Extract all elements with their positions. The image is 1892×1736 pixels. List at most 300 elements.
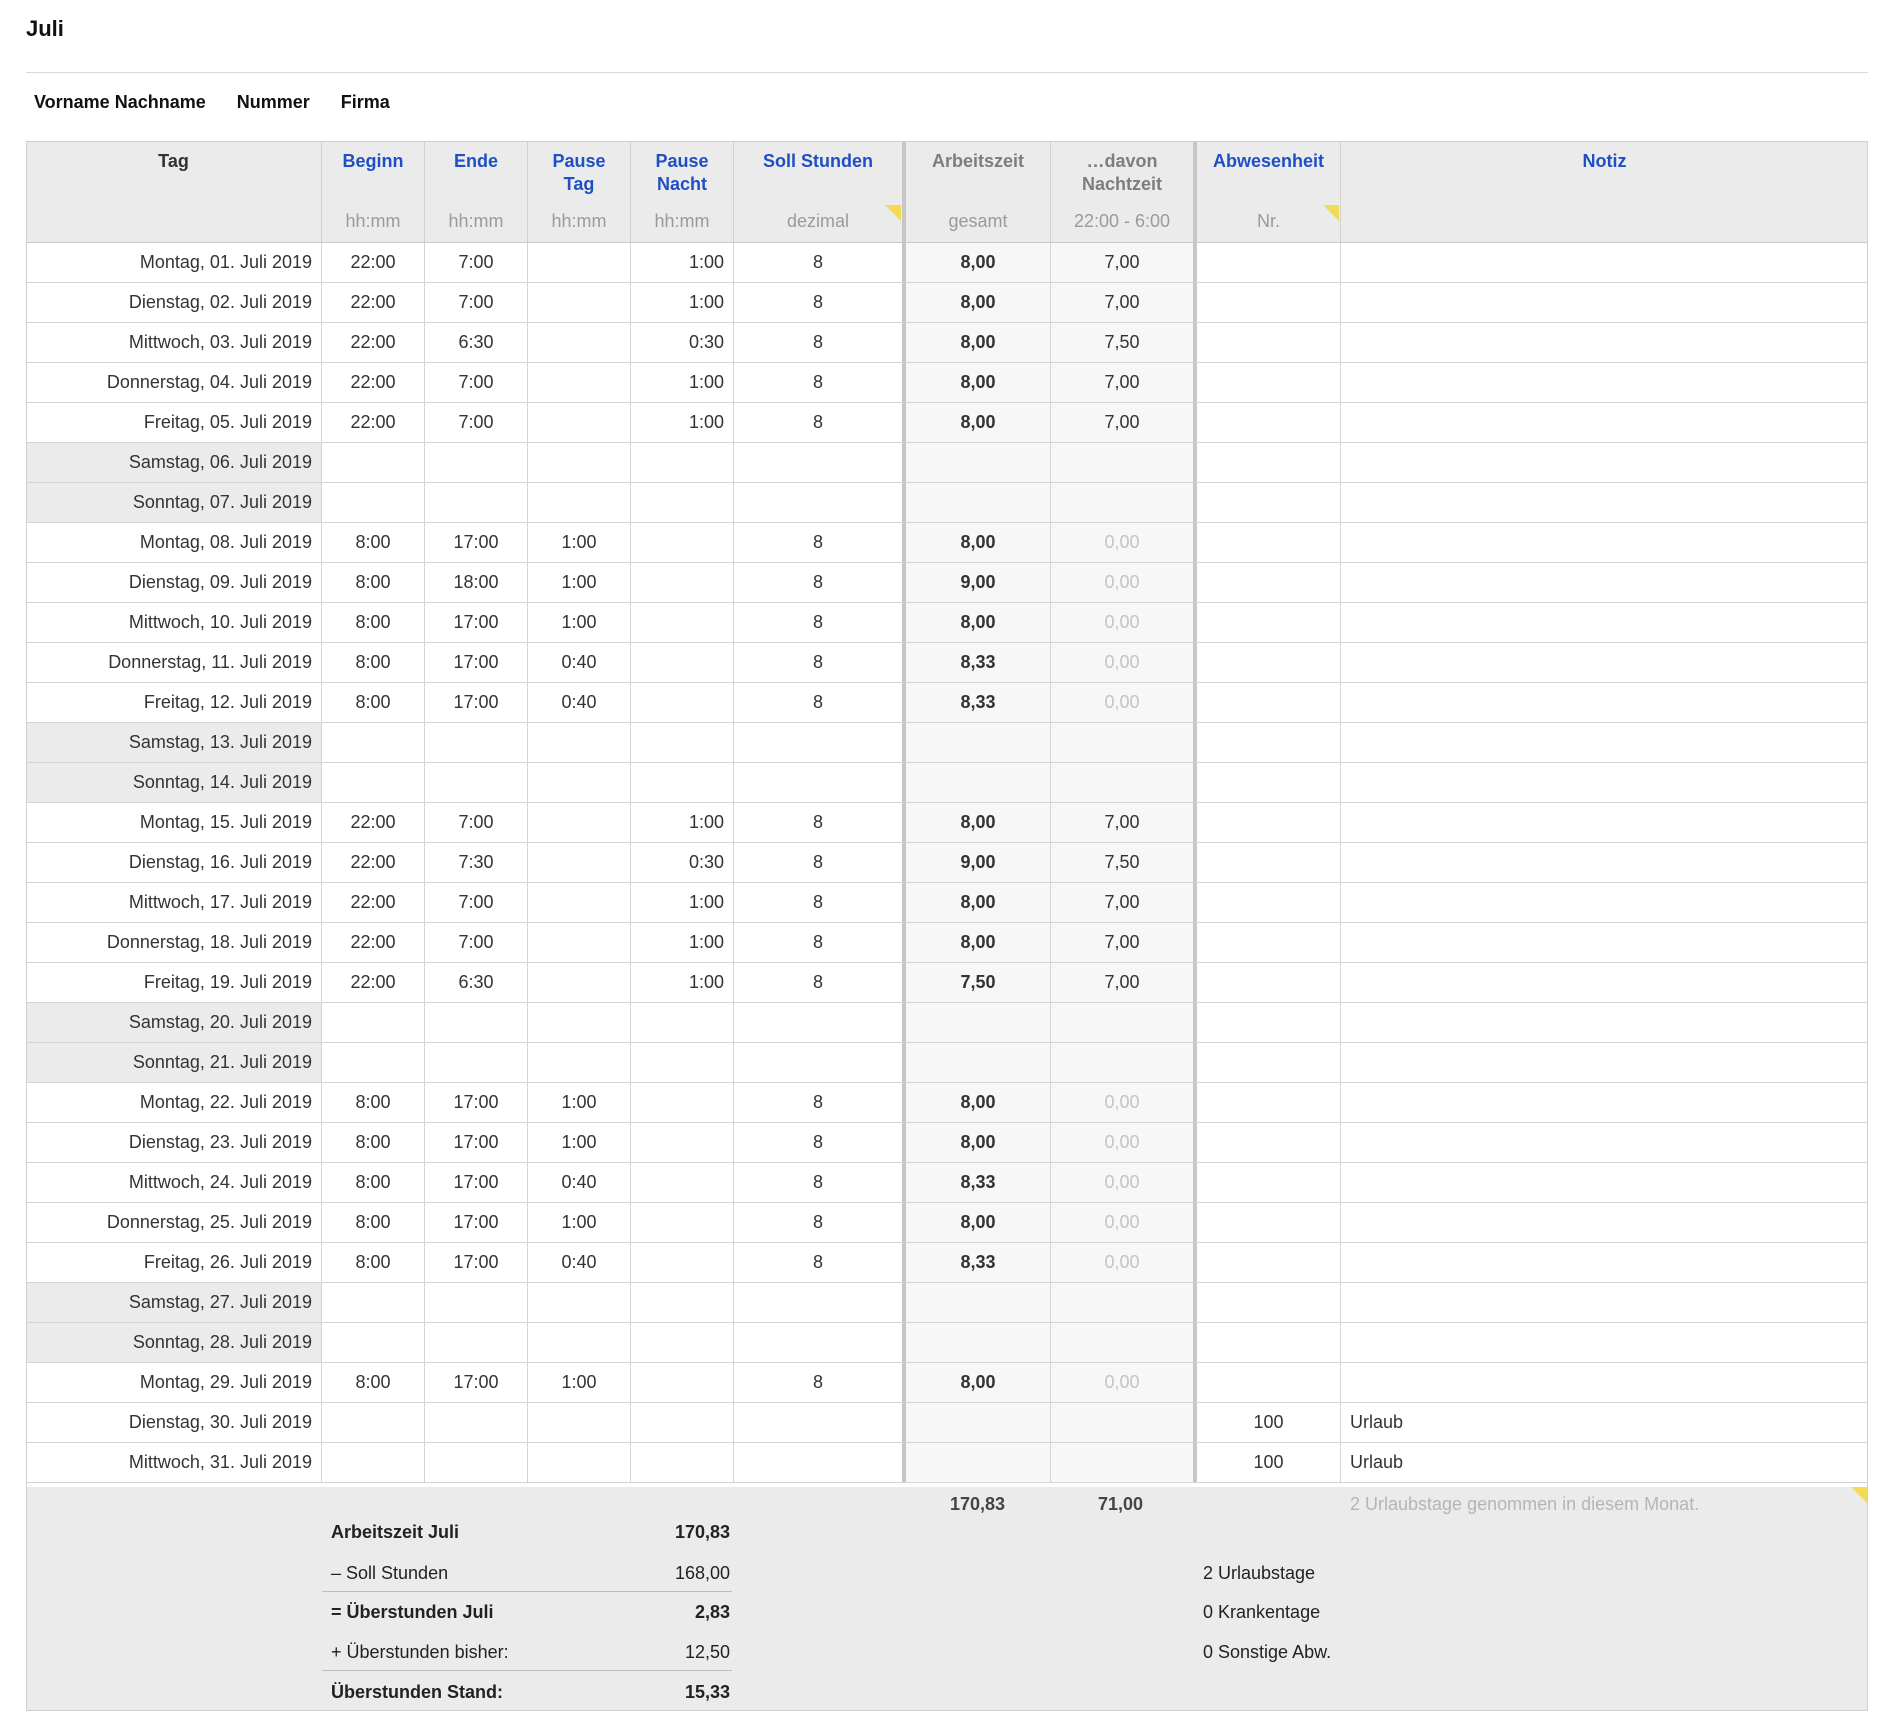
cell-target-hours[interactable]: [734, 1043, 906, 1082]
cell-absence[interactable]: [1197, 1363, 1341, 1402]
cell-pause-day[interactable]: [528, 923, 631, 962]
cell-target-hours[interactable]: 8: [734, 963, 906, 1002]
cell-begin[interactable]: 8:00: [322, 1203, 425, 1242]
cell-end[interactable]: 17:00: [425, 603, 528, 642]
previous-overtime-label: + Überstunden bisher:: [331, 1642, 509, 1662]
cell-end[interactable]: [425, 1043, 528, 1082]
overtime-value: 2,83: [694, 1602, 730, 1622]
cell-begin[interactable]: [322, 1043, 425, 1082]
cell-night-hours: [1051, 443, 1197, 482]
cell-day: Montag, 15. Juli 2019: [26, 803, 322, 842]
cell-note[interactable]: [1341, 603, 1868, 642]
table-row: [26, 443, 1868, 483]
cell-pause-night[interactable]: 1:00: [631, 963, 734, 1002]
cell-pause-night[interactable]: [631, 1203, 734, 1242]
cell-begin[interactable]: 22:00: [322, 803, 425, 842]
cell-note[interactable]: [1341, 683, 1868, 722]
cell-absence[interactable]: [1197, 323, 1341, 362]
cell-day: Mittwoch, 17. Juli 2019: [26, 883, 322, 922]
cell-begin[interactable]: [322, 483, 425, 522]
total-hours: 170,83: [950, 1494, 1006, 1514]
cell-absence[interactable]: [1197, 403, 1341, 442]
cell-pause-day[interactable]: [528, 843, 631, 882]
cell-pause-night[interactable]: [631, 1043, 734, 1082]
employee-name: Vorname Nachname: [34, 92, 206, 112]
cell-day: Dienstag, 09. Juli 2019: [26, 563, 322, 602]
cell-absence[interactable]: [1197, 1323, 1341, 1362]
comment-flag-icon[interactable]: [1323, 205, 1339, 221]
cell-target-hours[interactable]: 8: [734, 1363, 906, 1402]
cell-pause-day[interactable]: [528, 763, 631, 802]
cell-pause-day[interactable]: [528, 483, 631, 522]
cell-note[interactable]: [1341, 1043, 1868, 1082]
cell-pause-day[interactable]: [528, 363, 631, 402]
cell-begin[interactable]: [322, 1323, 425, 1362]
cell-absence[interactable]: [1197, 483, 1341, 522]
cell-pause-night[interactable]: [631, 563, 734, 602]
cell-absence[interactable]: [1197, 803, 1341, 842]
cell-pause-day[interactable]: 1:00: [528, 1203, 631, 1242]
cell-target-hours[interactable]: 8: [734, 1123, 906, 1162]
cell-begin[interactable]: [322, 763, 425, 802]
cell-pause-day[interactable]: 1:00: [528, 563, 631, 602]
table-row: [26, 643, 1868, 683]
cell-begin[interactable]: 22:00: [322, 283, 425, 322]
cell-begin[interactable]: 8:00: [322, 683, 425, 722]
cell-absence[interactable]: [1197, 603, 1341, 642]
cell-absence[interactable]: [1197, 1283, 1341, 1322]
cell-end[interactable]: 18:00: [425, 563, 528, 602]
cell-note[interactable]: [1341, 923, 1868, 962]
cell-note[interactable]: Urlaub: [1350, 1452, 1404, 1472]
cell-begin[interactable]: 8:00: [322, 603, 425, 642]
cell-pause-day[interactable]: 1:00: [528, 1083, 631, 1122]
cell-absence[interactable]: [1197, 243, 1341, 282]
cell-begin[interactable]: 22:00: [322, 963, 425, 1002]
cell-target-hours[interactable]: [734, 1283, 906, 1322]
cell-absence[interactable]: [1197, 643, 1341, 682]
cell-end[interactable]: [425, 1323, 528, 1362]
cell-pause-day[interactable]: [528, 403, 631, 442]
cell-note[interactable]: [1341, 883, 1868, 922]
table-header: [26, 141, 1868, 243]
table-row: [26, 1003, 1868, 1043]
cell-day: Montag, 29. Juli 2019: [26, 1363, 322, 1402]
cell-total-hours: [906, 1443, 1051, 1482]
cell-day: Mittwoch, 03. Juli 2019: [26, 323, 322, 362]
cell-pause-night[interactable]: [631, 643, 734, 682]
cell-night-hours: 0,00: [1051, 1243, 1197, 1282]
cell-pause-night[interactable]: [631, 483, 734, 522]
cell-pause-night[interactable]: [631, 443, 734, 482]
cell-note[interactable]: [1341, 1323, 1868, 1362]
cell-begin[interactable]: [322, 1003, 425, 1042]
employee-number: Nummer: [236, 92, 310, 112]
cell-pause-night[interactable]: [631, 723, 734, 762]
cell-begin[interactable]: 22:00: [322, 323, 425, 362]
cell-note[interactable]: [1341, 1243, 1868, 1282]
cell-total-hours: 8,00: [906, 403, 1051, 442]
previous-overtime-value: 12,50: [684, 1642, 730, 1662]
cell-target-hours[interactable]: 8: [734, 243, 906, 282]
cell-day: Samstag, 13. Juli 2019: [26, 723, 322, 762]
cell-target-hours[interactable]: 8: [734, 1083, 906, 1122]
cell-end[interactable]: [425, 483, 528, 522]
table-row: [26, 683, 1868, 723]
cell-end[interactable]: 17:00: [425, 1163, 528, 1202]
cell-pause-day[interactable]: [528, 803, 631, 842]
cell-pause-night[interactable]: 1:00: [631, 363, 734, 402]
cell-pause-night[interactable]: [631, 1163, 734, 1202]
cell-note[interactable]: [1341, 363, 1868, 402]
cell-pause-night[interactable]: 1:00: [631, 883, 734, 922]
cell-end[interactable]: 17:00: [425, 1363, 528, 1402]
header-soll-stunden[interactable]: Soll Stunden dezimal: [734, 141, 906, 242]
cell-day: Donnerstag, 25. Juli 2019: [26, 1203, 322, 1242]
cell-absence[interactable]: [1197, 363, 1341, 402]
cell-pause-night[interactable]: 0:30: [631, 323, 734, 362]
cell-end[interactable]: [425, 1003, 528, 1042]
cell-note[interactable]: [1341, 283, 1868, 322]
cell-night-hours: 7,00: [1051, 883, 1197, 922]
cell-note[interactable]: [1341, 563, 1868, 602]
table-row: [26, 283, 1868, 323]
cell-night-hours: 7,00: [1051, 923, 1197, 962]
cell-pause-day[interactable]: [528, 323, 631, 362]
cell-note[interactable]: [1341, 443, 1868, 482]
cell-pause-night[interactable]: [631, 1083, 734, 1122]
cell-night-hours: [1051, 1043, 1197, 1082]
cell-pause-night[interactable]: [631, 1403, 734, 1442]
cell-end[interactable]: 17:00: [425, 523, 528, 562]
table-row: [26, 243, 1868, 283]
cell-total-hours: 8,33: [906, 643, 1051, 682]
cell-absence[interactable]: [1197, 443, 1341, 482]
cell-begin[interactable]: [322, 723, 425, 762]
cell-target-hours[interactable]: 8: [734, 883, 906, 922]
cell-pause-day[interactable]: 1:00: [528, 523, 631, 562]
cell-note[interactable]: [1341, 1283, 1868, 1322]
comment-flag-icon[interactable]: [1851, 1487, 1867, 1503]
cell-pause-day[interactable]: [528, 1003, 631, 1042]
cell-note[interactable]: [1341, 403, 1868, 442]
cell-absence[interactable]: [1197, 723, 1341, 762]
cell-target-hours[interactable]: [734, 1003, 906, 1042]
cell-note[interactable]: [1341, 723, 1868, 762]
cell-target-hours[interactable]: [734, 443, 906, 482]
cell-note[interactable]: [1341, 843, 1868, 882]
cell-pause-day[interactable]: [528, 443, 631, 482]
cell-day: Freitag, 19. Juli 2019: [26, 963, 322, 1002]
cell-target-hours[interactable]: 8: [734, 363, 906, 402]
cell-absence[interactable]: [1197, 1083, 1341, 1122]
header-pause-nacht[interactable]: Pause Nacht hh:mm: [631, 141, 734, 242]
cell-note[interactable]: [1341, 643, 1868, 682]
cell-target-hours[interactable]: 8: [734, 403, 906, 442]
cell-pause-day[interactable]: 0:40: [528, 1243, 631, 1282]
cell-pause-day[interactable]: [528, 1043, 631, 1082]
cell-target-hours[interactable]: 8: [734, 803, 906, 842]
cell-absence[interactable]: [1197, 1163, 1341, 1202]
table-row: [26, 1243, 1868, 1283]
cell-target-hours[interactable]: [734, 483, 906, 522]
cell-pause-day[interactable]: 0:40: [528, 643, 631, 682]
cell-pause-night[interactable]: [631, 1003, 734, 1042]
cell-end[interactable]: [425, 763, 528, 802]
cell-end[interactable]: 6:30: [425, 963, 528, 1002]
cell-pause-night[interactable]: [631, 1123, 734, 1162]
cell-note[interactable]: [1341, 1003, 1868, 1042]
cell-pause-night[interactable]: [631, 1243, 734, 1282]
cell-end[interactable]: [425, 1403, 528, 1442]
cell-note[interactable]: [1341, 523, 1868, 562]
cell-begin[interactable]: [322, 443, 425, 482]
cell-begin[interactable]: 8:00: [322, 523, 425, 562]
vacation-note: 2 Urlaubstage genommen in diesem Monat.: [1350, 1494, 1700, 1514]
overtime-label: = Überstunden Juli: [331, 1602, 494, 1622]
cell-night-hours: 7,00: [1051, 963, 1197, 1002]
table-row: [26, 1123, 1868, 1163]
cell-begin[interactable]: 22:00: [322, 923, 425, 962]
cell-target-hours[interactable]: 8: [734, 563, 906, 602]
cell-note[interactable]: [1341, 323, 1868, 362]
cell-night-hours: 0,00: [1051, 683, 1197, 722]
cell-target-hours[interactable]: [734, 723, 906, 762]
header-abwesenheit[interactable]: Abwesenheit Nr.: [1197, 141, 1341, 242]
cell-target-hours[interactable]: 8: [734, 843, 906, 882]
header-ende[interactable]: Ende hh:mm: [425, 141, 528, 242]
cell-end[interactable]: 7:00: [425, 363, 528, 402]
cell-pause-day[interactable]: [528, 1403, 631, 1442]
cell-total-hours: 8,00: [906, 603, 1051, 642]
header-beginn[interactable]: Beginn hh:mm: [322, 141, 425, 242]
cell-end[interactable]: 17:00: [425, 1123, 528, 1162]
cell-note[interactable]: [1341, 483, 1868, 522]
cell-pause-night[interactable]: [631, 683, 734, 722]
cell-target-hours[interactable]: 8: [734, 323, 906, 362]
cell-begin[interactable]: 8:00: [322, 643, 425, 682]
cell-pause-day[interactable]: 1:00: [528, 1123, 631, 1162]
cell-absence[interactable]: [1197, 763, 1341, 802]
cell-target-hours[interactable]: [734, 1323, 906, 1362]
cell-pause-night[interactable]: 0:30: [631, 843, 734, 882]
cell-end[interactable]: [425, 723, 528, 762]
cell-pause-night[interactable]: 1:00: [631, 923, 734, 962]
cell-absence[interactable]: [1197, 283, 1341, 322]
cell-begin[interactable]: 22:00: [322, 243, 425, 282]
cell-target-hours[interactable]: 8: [734, 523, 906, 562]
cell-total-hours: [906, 763, 1051, 802]
cell-note[interactable]: [1341, 1363, 1868, 1402]
cell-begin[interactable]: 8:00: [322, 1123, 425, 1162]
cell-note[interactable]: [1341, 1163, 1868, 1202]
cell-day: Dienstag, 16. Juli 2019: [26, 843, 322, 882]
cell-pause-day[interactable]: [528, 723, 631, 762]
cell-night-hours: 7,00: [1051, 803, 1197, 842]
summary-divider: [322, 1591, 732, 1592]
cell-pause-day[interactable]: [528, 1283, 631, 1322]
cell-pause-day[interactable]: [528, 1323, 631, 1362]
header-notiz[interactable]: Notiz: [1582, 151, 1627, 171]
cell-begin[interactable]: 22:00: [322, 363, 425, 402]
cell-pause-night[interactable]: 1:00: [631, 403, 734, 442]
cell-day: Sonntag, 14. Juli 2019: [26, 763, 322, 802]
cell-target-hours[interactable]: 8: [734, 603, 906, 642]
cell-pause-day[interactable]: [528, 243, 631, 282]
cell-end[interactable]: [425, 1443, 528, 1482]
cell-pause-day[interactable]: 1:00: [528, 603, 631, 642]
summary-divider: [322, 1670, 732, 1671]
cell-begin[interactable]: 8:00: [322, 1243, 425, 1282]
cell-target-hours[interactable]: [734, 1403, 906, 1442]
cell-night-hours: 0,00: [1051, 1123, 1197, 1162]
cell-pause-night[interactable]: [631, 603, 734, 642]
cell-day: Montag, 22. Juli 2019: [26, 1083, 322, 1122]
cell-day: Mittwoch, 31. Juli 2019: [26, 1443, 322, 1482]
cell-begin[interactable]: 8:00: [322, 1163, 425, 1202]
cell-night-hours: 0,00: [1051, 1163, 1197, 1202]
cell-total-hours: 8,00: [906, 1203, 1051, 1242]
cell-absence[interactable]: 100: [1197, 1443, 1341, 1482]
cell-end[interactable]: [425, 1283, 528, 1322]
table-row: [26, 603, 1868, 643]
cell-target-hours[interactable]: 8: [734, 1203, 906, 1242]
cell-absence[interactable]: [1197, 963, 1341, 1002]
cell-night-hours: 7,00: [1051, 283, 1197, 322]
cell-end[interactable]: [425, 443, 528, 482]
cell-end[interactable]: 7:00: [425, 283, 528, 322]
cell-total-hours: 9,00: [906, 563, 1051, 602]
cell-absence[interactable]: [1197, 1203, 1341, 1242]
cell-target-hours[interactable]: 8: [734, 923, 906, 962]
cell-absence[interactable]: [1197, 883, 1341, 922]
cell-night-hours: [1051, 1323, 1197, 1362]
cell-pause-night[interactable]: 1:00: [631, 243, 734, 282]
cell-pause-night[interactable]: [631, 1363, 734, 1402]
cell-end[interactable]: 6:30: [425, 323, 528, 362]
other-absences: 0 Sonstige Abw.: [1203, 1642, 1332, 1662]
cell-pause-day[interactable]: 1:00: [528, 1363, 631, 1402]
table-row: [26, 563, 1868, 603]
sick-days: 0 Krankentage: [1203, 1602, 1321, 1622]
cell-pause-day[interactable]: [528, 963, 631, 1002]
cell-note[interactable]: [1341, 243, 1868, 282]
cell-pause-day[interactable]: 0:40: [528, 1163, 631, 1202]
cell-begin[interactable]: 22:00: [322, 843, 425, 882]
cell-end[interactable]: 17:00: [425, 1083, 528, 1122]
cell-begin[interactable]: 8:00: [322, 563, 425, 602]
cell-pause-night[interactable]: [631, 1443, 734, 1482]
cell-note[interactable]: [1341, 1083, 1868, 1122]
cell-begin[interactable]: 22:00: [322, 403, 425, 442]
cell-day: Dienstag, 30. Juli 2019: [26, 1403, 322, 1442]
cell-pause-night[interactable]: [631, 1323, 734, 1362]
cell-end[interactable]: 7:00: [425, 403, 528, 442]
target-label: – Soll Stunden: [331, 1563, 449, 1583]
cell-absence[interactable]: [1197, 683, 1341, 722]
cell-target-hours[interactable]: 8: [734, 1243, 906, 1282]
cell-end[interactable]: 17:00: [425, 683, 528, 722]
cell-end[interactable]: 7:00: [425, 243, 528, 282]
cell-absence[interactable]: 100: [1197, 1403, 1341, 1442]
cell-absence[interactable]: [1197, 1003, 1341, 1042]
cell-target-hours[interactable]: 8: [734, 283, 906, 322]
cell-end[interactable]: 17:00: [425, 1203, 528, 1242]
cell-begin[interactable]: [322, 1283, 425, 1322]
cell-pause-night[interactable]: [631, 763, 734, 802]
cell-begin[interactable]: 8:00: [322, 1083, 425, 1122]
cell-end[interactable]: 17:00: [425, 643, 528, 682]
cell-end[interactable]: 7:00: [425, 803, 528, 842]
cell-absence[interactable]: [1197, 1043, 1341, 1082]
total-night-hours: 71,00: [1098, 1494, 1144, 1514]
table-row: [26, 883, 1868, 923]
cell-pause-day[interactable]: [528, 283, 631, 322]
cell-target-hours[interactable]: 8: [734, 683, 906, 722]
cell-target-hours[interactable]: [734, 1443, 906, 1482]
cell-absence[interactable]: [1197, 1123, 1341, 1162]
cell-note[interactable]: [1341, 803, 1868, 842]
cell-begin[interactable]: 22:00: [322, 883, 425, 922]
cell-pause-night[interactable]: 1:00: [631, 283, 734, 322]
cell-begin[interactable]: [322, 1403, 425, 1442]
cell-begin[interactable]: [322, 1443, 425, 1482]
cell-night-hours: 7,50: [1051, 843, 1197, 882]
cell-absence[interactable]: [1197, 523, 1341, 562]
cell-target-hours[interactable]: 8: [734, 643, 906, 682]
cell-absence[interactable]: [1197, 923, 1341, 962]
cell-pause-day[interactable]: [528, 1443, 631, 1482]
target-value: 168,00: [674, 1563, 730, 1583]
cell-total-hours: 8,00: [906, 883, 1051, 922]
cell-pause-night[interactable]: 1:00: [631, 803, 734, 842]
cell-pause-day[interactable]: 0:40: [528, 683, 631, 722]
table-row: [26, 843, 1868, 883]
header-tag: Tag: [26, 141, 322, 242]
cell-begin[interactable]: 8:00: [322, 1363, 425, 1402]
comment-flag-icon[interactable]: [885, 205, 901, 221]
cell-end[interactable]: 17:00: [425, 1243, 528, 1282]
cell-end[interactable]: 7:30: [425, 843, 528, 882]
table-row: [26, 1283, 1868, 1323]
cell-note[interactable]: [1341, 763, 1868, 802]
cell-note[interactable]: Urlaub: [1350, 1412, 1404, 1432]
cell-night-hours: 7,50: [1051, 323, 1197, 362]
cell-pause-day[interactable]: [528, 883, 631, 922]
cell-end[interactable]: 7:00: [425, 883, 528, 922]
cell-pause-night[interactable]: [631, 523, 734, 562]
cell-pause-night[interactable]: [631, 1283, 734, 1322]
cell-target-hours[interactable]: 8: [734, 1163, 906, 1202]
cell-note[interactable]: [1341, 1203, 1868, 1242]
header-pause-tag[interactable]: Pause Tag hh:mm: [528, 141, 631, 242]
cell-total-hours: 8,00: [906, 803, 1051, 842]
cell-note[interactable]: [1341, 963, 1868, 1002]
cell-target-hours[interactable]: [734, 763, 906, 802]
table-row: [26, 1163, 1868, 1203]
cell-absence[interactable]: [1197, 843, 1341, 882]
cell-total-hours: [906, 483, 1051, 522]
cell-note[interactable]: [1341, 1123, 1868, 1162]
cell-absence[interactable]: [1197, 563, 1341, 602]
table-row: [26, 963, 1868, 1003]
table-row: [26, 403, 1868, 443]
table-row: [26, 723, 1868, 763]
cell-end[interactable]: 7:00: [425, 923, 528, 962]
table-row: [26, 523, 1868, 563]
cell-absence[interactable]: [1197, 1243, 1341, 1282]
employee-meta: [34, 92, 416, 113]
